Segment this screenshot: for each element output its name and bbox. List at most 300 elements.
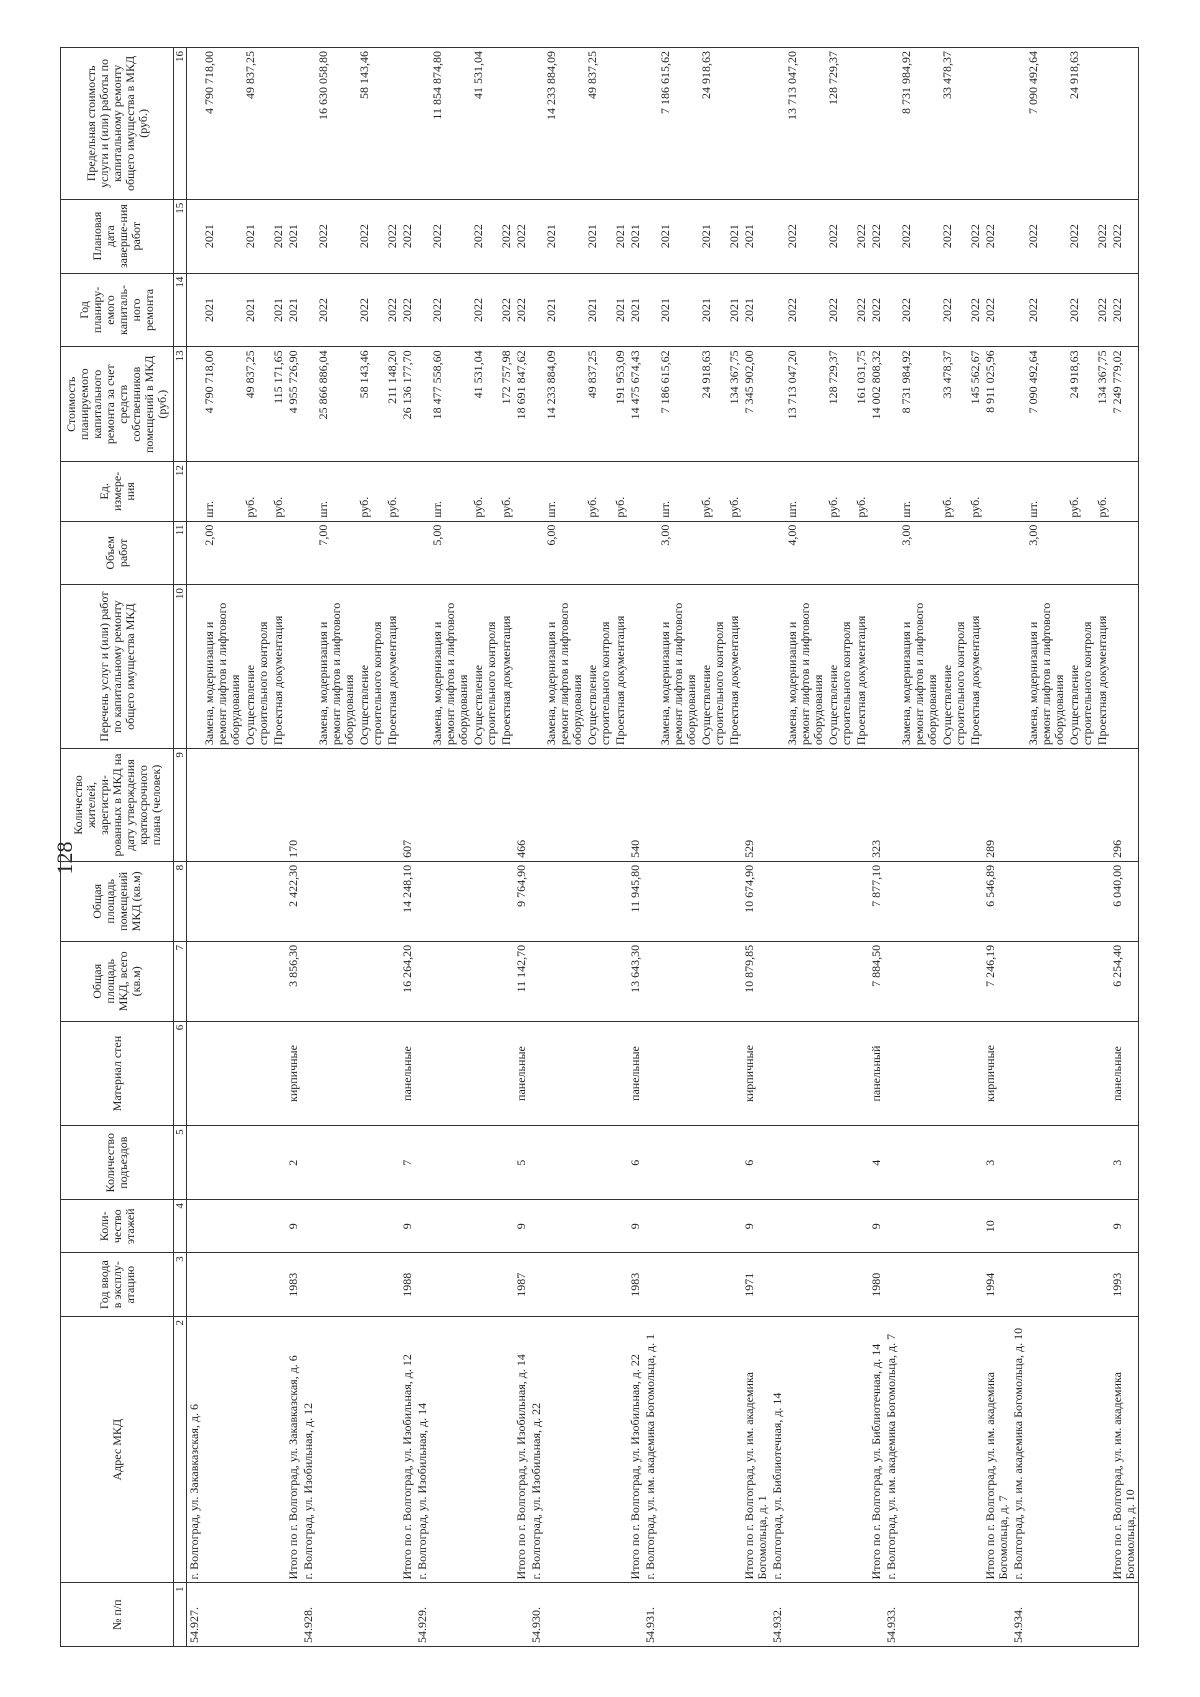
empty-cell [1110,1583,1139,1647]
empty-cell [770,1021,785,1126]
empty-cell [613,941,628,1021]
total-row [628,48,643,1647]
empty-cell [785,1583,826,1647]
empty-cell [613,1021,628,1126]
date-cell: 2021 [286,199,301,273]
empty-cell [854,1126,869,1200]
limit-cell [499,48,514,200]
work-row [385,48,400,1647]
empty-cell [727,1253,742,1317]
empty-cell [301,861,316,941]
empty-cell [499,1200,514,1253]
empty-cell [187,1021,203,1126]
limit-cell: 16 630 058,80 [316,48,357,200]
empty-cell [899,941,940,1021]
empty-cell [202,1126,243,1200]
work-row [499,48,514,1647]
column-header: Предельная стоимость услуги и (или) работы по капитальному ремонту общего имущества в МКД (руб.) [61,48,174,200]
unit-cell: руб. [385,462,400,521]
empty-cell [316,1200,357,1253]
empty-cell [643,462,658,521]
empty-cell [643,1253,658,1317]
empty-cell [471,1253,499,1317]
empty-cell [884,1253,899,1317]
date-cell: 2021 [727,199,742,273]
unit-cell: руб. [271,462,286,521]
empty-cell [770,1200,785,1253]
empty-cell [301,48,316,200]
empty-cell [1011,749,1026,862]
empty-cell [628,521,643,585]
year-cell: 2022 [1110,273,1139,347]
volume-cell: 7,00 [316,521,357,585]
empty-cell [187,347,203,462]
empty-cell [585,941,613,1021]
empty-cell [884,48,899,200]
total-cost-cell: 7 249 779,02 [1110,347,1139,462]
volume-cell: 3,00 [658,521,699,585]
empty-cell [430,941,471,1021]
total-area-cell: 11 142,70 [514,941,529,1021]
empty-cell [301,1253,316,1317]
work-row [658,48,699,1647]
column-number: 16 [174,48,187,200]
premises-area-cell: 10 674,90 [742,861,770,941]
total-row [514,48,529,1647]
empty-cell [899,861,940,941]
year-cell: 2022 [385,273,400,347]
date-cell: 2022 [940,199,968,273]
date-cell: 2022 [869,199,884,273]
address-cell: г. Волгоград, ул. им. академика Богомольца, д. 10 [1011,1316,1026,1583]
volume-cell [271,521,286,585]
empty-cell [471,1021,499,1126]
empty-cell [529,585,544,749]
work-cell: Проектная документация [854,585,869,749]
year-built-cell: 1987 [514,1253,529,1317]
empty-cell [699,1583,727,1647]
empty-cell [869,462,884,521]
work-row [1067,48,1095,1647]
premises-area-cell: 6 040,00 [1110,861,1139,941]
empty-cell [471,1583,499,1647]
volume-cell [585,521,613,585]
empty-cell [968,1200,983,1253]
limit-cell [400,48,415,200]
unit-cell: руб. [854,462,869,521]
column-number: 4 [174,1200,187,1253]
empty-cell [1011,347,1026,462]
empty-cell [499,1583,514,1647]
cost-cell: 134 367,75 [1095,347,1110,462]
empty-cell [983,1583,1011,1647]
column-header: Коли-чество этажей [61,1200,174,1253]
empty-cell [301,585,316,749]
limit-cell [385,48,400,200]
empty-cell [785,749,826,862]
date-cell: 2022 [385,199,400,273]
empty-cell [585,1021,613,1126]
limit-cell: 8 731 984,92 [899,48,940,200]
empty-cell [1011,1200,1026,1253]
volume-cell [854,521,869,585]
cost-cell: 8 731 984,92 [899,347,940,462]
empty-cell [1011,462,1026,521]
empty-cell [544,1021,585,1126]
row-number: 54.934. [1011,1583,1026,1647]
year-cell: 2022 [983,273,1011,347]
limit-cell: 49 837,25 [243,48,271,200]
year-cell: 2022 [899,273,940,347]
empty-cell [727,1021,742,1126]
empty-cell [1011,521,1026,585]
total-cost-cell: 14 475 674,43 [628,347,643,462]
row-number: 54.933. [884,1583,899,1647]
empty-cell [415,585,430,749]
empty-cell [1011,48,1026,200]
entrances-cell: 4 [869,1126,884,1200]
work-cell: Замена, модернизация и ремонт лифтов и лифтового оборудования [430,585,471,749]
empty-cell [1095,1316,1110,1583]
residents-cell: 296 [1110,749,1139,862]
empty-cell [643,861,658,941]
address-row [643,48,658,1647]
page-number: 128 [52,841,77,875]
empty-cell [301,1021,316,1126]
empty-cell [316,941,357,1021]
empty-cell [770,1253,785,1317]
empty-cell [1095,1583,1110,1647]
work-row [854,48,869,1647]
volume-cell: 6,00 [544,521,585,585]
address-row [529,48,544,1647]
empty-cell [1095,941,1110,1021]
premises-area-cell: 9 764,90 [514,861,529,941]
empty-cell [499,861,514,941]
cost-cell: 128 729,37 [826,347,854,462]
year-cell: 2022 [785,273,826,347]
empty-cell [316,749,357,862]
empty-cell [471,861,499,941]
residents-cell: 540 [628,749,643,862]
total-area-cell: 7 884,50 [869,941,884,1021]
row-number: 54.928. [301,1583,316,1647]
date-cell: 2022 [1095,199,1110,273]
empty-cell [585,1126,613,1200]
empty-cell [1110,462,1139,521]
unit-cell: руб. [968,462,983,521]
empty-cell [1026,1021,1067,1126]
empty-cell [187,521,203,585]
limit-cell: 7 186 615,62 [658,48,699,200]
empty-cell [785,941,826,1021]
year-cell: 2022 [499,273,514,347]
empty-cell [415,941,430,1021]
column-number: 12 [174,462,187,521]
empty-cell [430,1583,471,1647]
date-cell: 2022 [316,199,357,273]
empty-cell [613,861,628,941]
empty-cell [316,1021,357,1126]
total-area-cell: 16 264,20 [400,941,415,1021]
empty-cell [899,1253,940,1317]
empty-cell [770,585,785,749]
empty-cell [643,521,658,585]
work-row [471,48,499,1647]
empty-cell [301,347,316,462]
empty-cell [202,1021,243,1126]
empty-cell [884,273,899,347]
total-label-cell: Итого по г. Волгоград, ул. Изобильная, д. 12 [400,1316,415,1583]
year-cell: 2022 [430,273,471,347]
empty-cell [415,273,430,347]
work-row [899,48,940,1647]
empty-cell [187,941,203,1021]
limit-cell: 24 918,63 [699,48,727,200]
year-built-cell: 1980 [869,1253,884,1317]
work-row [243,48,271,1647]
empty-cell [613,1583,628,1647]
empty-cell [785,1316,826,1583]
empty-cell [585,1583,613,1647]
address-cell: г. Волгоград, ул. им. академика Богомольца, д. 7 [884,1316,899,1583]
work-cell: Замена, модернизация и ремонт лифтов и лифтового оборудования [785,585,826,749]
limit-cell [613,48,628,200]
floors-cell: 9 [514,1200,529,1253]
date-cell: 2021 [544,199,585,273]
total-label-cell: Итого по г. Волгоград, ул. им. академика Богомольца, д. 7 [983,1316,1011,1583]
empty-cell [316,1316,357,1583]
year-built-cell: 1994 [983,1253,1011,1317]
empty-cell [899,1583,940,1647]
empty-cell [770,1126,785,1200]
cost-cell: 145 562,67 [968,347,983,462]
empty-cell [529,861,544,941]
empty-cell [899,1126,940,1200]
work-cell: Осуществление строительного контроля [1067,585,1095,749]
total-cost-cell: 18 691 847,62 [514,347,529,462]
cost-cell: 58 143,46 [357,347,385,462]
empty-cell [585,861,613,941]
empty-cell [884,749,899,862]
date-cell: 2022 [471,199,499,273]
work-cell: Проектная документация [727,585,742,749]
empty-cell [529,1021,544,1126]
work-cell: Замена, модернизация и ремонт лифтов и лифтового оборудования [1026,585,1067,749]
empty-cell [286,462,301,521]
empty-cell [471,941,499,1021]
empty-cell [785,1126,826,1200]
empty-cell [301,199,316,273]
empty-cell [514,585,529,749]
unit-cell: шт. [785,462,826,521]
empty-cell [1011,1021,1026,1126]
total-row [983,48,1011,1647]
empty-cell [202,861,243,941]
limit-cell [742,48,770,200]
empty-cell [357,1583,385,1647]
date-cell: 2021 [658,199,699,273]
limit-cell [854,48,869,200]
empty-cell [854,1200,869,1253]
unit-cell: шт. [202,462,243,521]
empty-cell [983,585,1011,749]
empty-cell [1026,861,1067,941]
row-number: 54.931. [643,1583,658,1647]
year-cell: 2021 [202,273,243,347]
total-area-cell: 7 246,19 [983,941,1011,1021]
work-row [727,48,742,1647]
empty-cell [357,1253,385,1317]
work-row [826,48,854,1647]
empty-cell [471,1316,499,1583]
empty-cell [187,861,203,941]
empty-cell [854,1253,869,1317]
empty-cell [385,1316,400,1583]
empty-cell [899,1316,940,1583]
wall-material-cell: панельные [628,1021,643,1126]
row-number: 54.929. [415,1583,430,1647]
empty-cell [1110,521,1139,585]
year-cell: 2022 [514,273,529,347]
column-number: 3 [174,1253,187,1317]
empty-cell [826,1316,854,1583]
empty-cell [983,462,1011,521]
date-cell: 2021 [742,199,770,273]
empty-cell [544,941,585,1021]
year-cell: 2022 [1026,273,1067,347]
empty-cell [1067,941,1095,1021]
unit-cell: руб. [699,462,727,521]
empty-cell [770,462,785,521]
empty-cell [968,941,983,1021]
year-built-cell: 1971 [742,1253,770,1317]
premises-area-cell: 6 546,89 [983,861,1011,941]
empty-cell [529,749,544,862]
address-row [884,48,899,1647]
residents-cell: 170 [286,749,301,862]
date-cell: 2022 [499,199,514,273]
empty-cell [1067,1253,1095,1317]
empty-cell [869,585,884,749]
empty-cell [357,1316,385,1583]
cost-cell: 25 866 886,04 [316,347,357,462]
empty-cell [899,1200,940,1253]
column-header: Год ввода в эксплу-атацию [61,1253,174,1317]
year-cell: 2022 [968,273,983,347]
limit-cell: 24 918,63 [1067,48,1095,200]
empty-cell [514,521,529,585]
unit-cell: шт. [899,462,940,521]
year-cell: 2021 [658,273,699,347]
empty-cell [940,941,968,1021]
empty-cell [357,1021,385,1126]
empty-cell [613,749,628,862]
empty-cell [968,749,983,862]
empty-cell [699,749,727,862]
column-number: 15 [174,199,187,273]
date-cell: 2022 [785,199,826,273]
empty-cell [1067,1316,1095,1583]
address-row [1011,48,1026,1647]
cost-cell: 134 367,75 [727,347,742,462]
empty-cell [658,749,699,862]
column-header: Объем работ [61,521,174,585]
column-header: Материал стен [61,1021,174,1126]
floors-cell: 9 [628,1200,643,1253]
empty-cell [613,1200,628,1253]
work-row [940,48,968,1647]
cost-cell: 14 233 884,09 [544,347,585,462]
empty-cell [699,1316,727,1583]
limit-cell: 14 233 884,09 [544,48,585,200]
limit-cell: 4 790 718,00 [202,48,243,200]
residents-cell: 466 [514,749,529,862]
address-row [415,48,430,1647]
wall-material-cell: кирпичные [286,1021,301,1126]
column-number: 7 [174,941,187,1021]
limit-cell [727,48,742,200]
work-row [357,48,385,1647]
work-cell: Осуществление строительного контроля [243,585,271,749]
empty-cell [628,1583,643,1647]
year-cell: 2022 [357,273,385,347]
empty-cell [385,1126,400,1200]
unit-cell: руб. [243,462,271,521]
limit-cell: 58 143,46 [357,48,385,200]
row-number: 54.932. [770,1583,785,1647]
empty-cell [643,585,658,749]
empty-cell [430,861,471,941]
empty-cell [1095,749,1110,862]
work-cell: Осуществление строительного контроля [826,585,854,749]
total-label-cell: Итого по г. Волгоград, ул. им. академика Богомольца, д. 1 [742,1316,770,1583]
empty-cell [471,1200,499,1253]
empty-cell [643,273,658,347]
empty-cell [400,521,415,585]
limit-cell [1110,48,1139,200]
empty-cell [544,1200,585,1253]
column-number: 10 [174,585,187,749]
column-number-row [174,48,187,1647]
total-row [1110,48,1139,1647]
date-cell: 2022 [854,199,869,273]
empty-cell [1011,273,1026,347]
date-cell: 2022 [430,199,471,273]
empty-cell [301,1126,316,1200]
volume-cell: 5,00 [430,521,471,585]
volume-cell [499,521,514,585]
work-row [1026,48,1067,1647]
empty-cell [899,749,940,862]
empty-cell [658,1583,699,1647]
floors-cell: 9 [869,1200,884,1253]
empty-cell [400,585,415,749]
empty-cell [1095,1126,1110,1200]
entrances-cell: 3 [983,1126,1011,1200]
wall-material-cell: панельные [514,1021,529,1126]
cost-cell: 7 090 492,64 [1026,347,1067,462]
empty-cell [643,199,658,273]
cost-cell: 211 148,20 [385,347,400,462]
empty-cell [385,1021,400,1126]
empty-cell [940,1200,968,1253]
empty-cell [271,749,286,862]
year-cell: 2021 [286,273,301,347]
total-label-cell: Итого по г. Волгоград, ул. Закавказская, д. 6 [286,1316,301,1583]
cost-cell: 4 790 718,00 [202,347,243,462]
volume-cell [385,521,400,585]
